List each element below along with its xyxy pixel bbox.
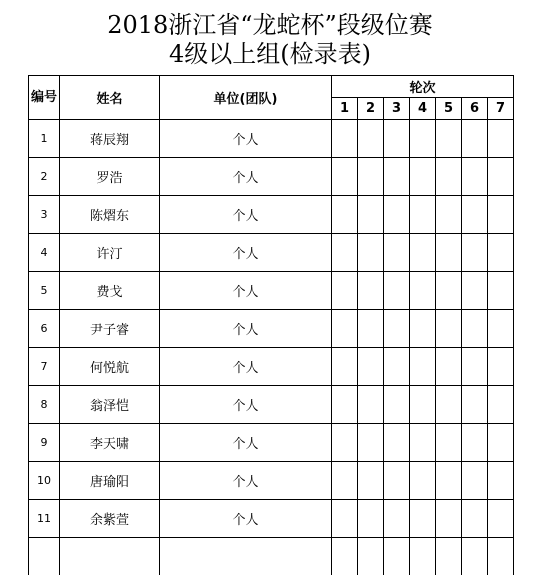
empty-cell: [410, 538, 436, 575]
empty-cell: [358, 538, 384, 575]
round-check-cell[interactable]: [488, 120, 514, 158]
round-check-cell[interactable]: [384, 424, 410, 462]
player-unit: 个人: [160, 348, 332, 386]
round-check-cell[interactable]: [436, 500, 462, 538]
round-check-cell[interactable]: [358, 196, 384, 234]
round-check-cell[interactable]: [436, 310, 462, 348]
header-name: 姓名: [60, 76, 160, 120]
round-check-cell[interactable]: [332, 234, 358, 272]
table-row: [29, 272, 514, 310]
round-check-cell[interactable]: [488, 234, 514, 272]
round-check-cell[interactable]: [488, 158, 514, 196]
round-check-cell[interactable]: [410, 196, 436, 234]
round-check-cell[interactable]: [332, 386, 358, 424]
round-check-cell[interactable]: [436, 158, 462, 196]
round-check-cell[interactable]: [332, 462, 358, 500]
empty-cell: [462, 538, 488, 575]
player-unit: 个人: [160, 386, 332, 424]
round-check-cell[interactable]: [358, 462, 384, 500]
round-check-cell[interactable]: [332, 120, 358, 158]
round-check-cell[interactable]: [462, 500, 488, 538]
round-check-cell[interactable]: [358, 158, 384, 196]
player-id: 8: [29, 386, 60, 424]
player-id: 5: [29, 272, 60, 310]
player-name: 翁泽恺: [60, 386, 160, 424]
player-id: 3: [29, 196, 60, 234]
round-check-cell[interactable]: [384, 234, 410, 272]
round-check-cell[interactable]: [410, 500, 436, 538]
table-row: [29, 462, 514, 500]
player-unit: 个人: [160, 234, 332, 272]
round-check-cell[interactable]: [358, 500, 384, 538]
player-id: 7: [29, 348, 60, 386]
sheet-title-line-2: 4级以上组(检录表): [0, 40, 540, 68]
round-number: 2: [358, 98, 384, 120]
player-unit: 个人: [160, 272, 332, 310]
round-check-cell[interactable]: [410, 386, 436, 424]
empty-cell: [332, 538, 358, 575]
round-check-cell[interactable]: [332, 158, 358, 196]
round-check-cell[interactable]: [358, 386, 384, 424]
header-unit: 单位(团队): [160, 76, 332, 120]
empty-cell: [29, 538, 60, 575]
empty-cell: [60, 538, 160, 575]
player-unit: 个人: [160, 310, 332, 348]
round-check-cell[interactable]: [410, 310, 436, 348]
round-check-cell[interactable]: [358, 424, 384, 462]
player-id: 2: [29, 158, 60, 196]
round-check-cell[interactable]: [358, 310, 384, 348]
round-check-cell[interactable]: [462, 348, 488, 386]
player-unit: 个人: [160, 120, 332, 158]
player-name: 何悦航: [60, 348, 160, 386]
player-unit: 个人: [160, 158, 332, 196]
player-name: 陈熠东: [60, 196, 160, 234]
header-id: 编号: [29, 76, 60, 120]
round-check-cell[interactable]: [462, 234, 488, 272]
round-check-cell[interactable]: [436, 120, 462, 158]
round-check-cell[interactable]: [462, 272, 488, 310]
table-row: [29, 424, 514, 462]
table-row: [29, 196, 514, 234]
empty-cell: [436, 538, 462, 575]
round-check-cell[interactable]: [488, 386, 514, 424]
table-row-partial: [29, 538, 514, 575]
round-check-cell[interactable]: [436, 196, 462, 234]
round-check-cell[interactable]: [462, 424, 488, 462]
player-id: 9: [29, 424, 60, 462]
round-check-cell[interactable]: [488, 500, 514, 538]
round-check-cell[interactable]: [488, 272, 514, 310]
player-id: 1: [29, 120, 60, 158]
sheet-title-line-1: 2018浙江省“龙蛇杯”段级位赛: [0, 11, 540, 39]
round-check-cell[interactable]: [332, 272, 358, 310]
round-check-cell[interactable]: [488, 424, 514, 462]
round-check-cell[interactable]: [436, 348, 462, 386]
round-check-cell[interactable]: [384, 158, 410, 196]
table-row: [29, 348, 514, 386]
round-check-cell[interactable]: [384, 500, 410, 538]
round-check-cell[interactable]: [384, 462, 410, 500]
table-body: [29, 120, 514, 575]
round-check-cell[interactable]: [384, 272, 410, 310]
round-check-cell[interactable]: [462, 386, 488, 424]
round-check-cell[interactable]: [410, 120, 436, 158]
table-row: [29, 500, 514, 538]
player-unit: 个人: [160, 424, 332, 462]
player-name: 蒋辰翔: [60, 120, 160, 158]
round-check-cell[interactable]: [436, 462, 462, 500]
empty-cell: [488, 538, 514, 575]
round-check-cell[interactable]: [410, 234, 436, 272]
round-number: 7: [488, 98, 514, 120]
empty-cell: [384, 538, 410, 575]
round-check-cell[interactable]: [384, 120, 410, 158]
player-id: 4: [29, 234, 60, 272]
round-check-cell[interactable]: [384, 386, 410, 424]
round-check-cell[interactable]: [332, 348, 358, 386]
round-check-cell[interactable]: [488, 462, 514, 500]
round-check-cell[interactable]: [436, 272, 462, 310]
round-check-cell[interactable]: [358, 234, 384, 272]
player-unit: 个人: [160, 500, 332, 538]
round-check-cell[interactable]: [436, 386, 462, 424]
header-rounds: 轮次: [332, 76, 514, 98]
table-row: [29, 310, 514, 348]
round-check-cell[interactable]: [410, 272, 436, 310]
round-number: 5: [436, 98, 462, 120]
round-check-cell[interactable]: [410, 158, 436, 196]
table-row: [29, 386, 514, 424]
round-check-cell[interactable]: [436, 234, 462, 272]
empty-cell: [160, 538, 332, 575]
player-id: 6: [29, 310, 60, 348]
player-unit: 个人: [160, 462, 332, 500]
table-row: [29, 120, 514, 158]
round-check-cell[interactable]: [332, 196, 358, 234]
round-check-cell[interactable]: [410, 348, 436, 386]
round-check-cell[interactable]: [358, 272, 384, 310]
round-check-cell[interactable]: [488, 348, 514, 386]
round-check-cell[interactable]: [462, 310, 488, 348]
round-check-cell[interactable]: [332, 424, 358, 462]
round-check-cell[interactable]: [358, 120, 384, 158]
round-check-cell[interactable]: [462, 196, 488, 234]
player-unit: 个人: [160, 196, 332, 234]
player-name: 李天啸: [60, 424, 160, 462]
player-name: 许汀: [60, 234, 160, 272]
round-check-cell[interactable]: [332, 500, 358, 538]
check-in-table: [28, 75, 514, 575]
round-check-cell[interactable]: [410, 462, 436, 500]
round-check-cell[interactable]: [462, 120, 488, 158]
player-id: 10: [29, 462, 60, 500]
player-name: 罗浩: [60, 158, 160, 196]
round-number: 6: [462, 98, 488, 120]
round-check-cell[interactable]: [436, 424, 462, 462]
round-check-cell[interactable]: [332, 310, 358, 348]
table-row: [29, 158, 514, 196]
round-number: 3: [384, 98, 410, 120]
player-name: 尹子睿: [60, 310, 160, 348]
round-check-cell[interactable]: [358, 348, 384, 386]
player-name: 唐瑜阳: [60, 462, 160, 500]
round-check-cell[interactable]: [462, 158, 488, 196]
table-row: [29, 234, 514, 272]
round-check-cell[interactable]: [384, 310, 410, 348]
header-row: [29, 76, 514, 98]
round-check-cell[interactable]: [410, 424, 436, 462]
round-check-cell[interactable]: [488, 196, 514, 234]
player-id: 11: [29, 500, 60, 538]
player-name: 余紫萱: [60, 500, 160, 538]
round-check-cell[interactable]: [462, 462, 488, 500]
round-number: 1: [332, 98, 358, 120]
round-check-cell[interactable]: [488, 310, 514, 348]
player-name: 费戈: [60, 272, 160, 310]
round-check-cell[interactable]: [384, 348, 410, 386]
round-number: 4: [410, 98, 436, 120]
round-check-cell[interactable]: [384, 196, 410, 234]
